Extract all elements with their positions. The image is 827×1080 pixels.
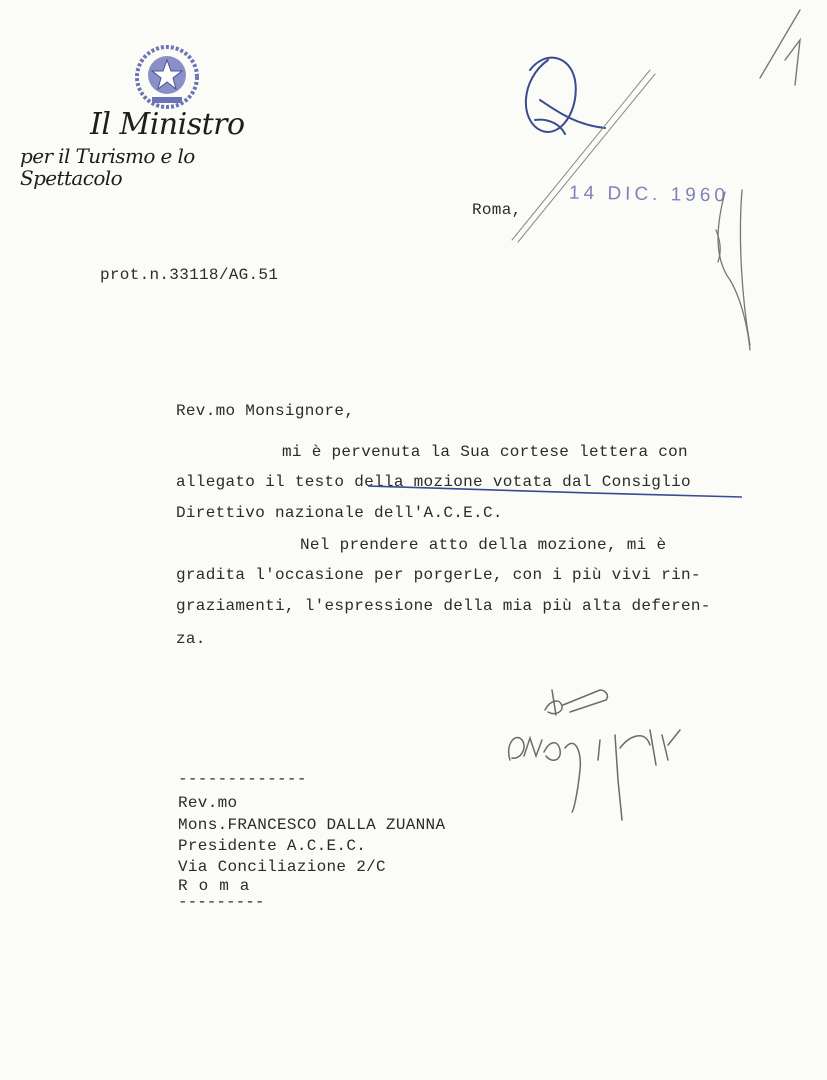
ministry-letterhead (20, 108, 300, 189)
protocol-number: prot.n.33118/AG.51 (100, 266, 279, 284)
date-stamp: 14 DIC. 1960 (568, 182, 730, 207)
letter-line: mi è pervenuta la Sua cortese lettera con (282, 443, 688, 461)
address-city-underline: --------- (178, 893, 265, 911)
address-line: Via Conciliazione 2/C (178, 858, 386, 876)
handwritten-initial-mark (526, 58, 605, 134)
address-line: Presidente A.C.E.C. (178, 837, 367, 855)
pencil-strike (512, 70, 655, 242)
salutation: Rev.mo Monsignore, (176, 402, 355, 420)
address-city: Roma (178, 877, 261, 895)
letter-line: Direttivo nazionale dell'A.C.E.C. (176, 504, 503, 522)
place-label: Roma, (472, 201, 522, 219)
handwritten-signature (509, 690, 680, 820)
address-line: Mons.FRANCESCO DALLA ZUANNA (178, 816, 446, 834)
letter-line: Nel prendere atto della mozione, mi è (300, 536, 667, 554)
pencil-margin-bracket (716, 190, 750, 350)
address-separator: ------------- (178, 770, 307, 788)
letterhead-title: Il Ministro (90, 107, 245, 142)
italian-republic-emblem-icon (132, 42, 202, 112)
pencil-corner-mark (760, 10, 800, 85)
letter-line: za. (176, 630, 206, 648)
letter-line: graziamenti, l'espressione della mia più alta deferen- (176, 597, 711, 615)
address-line: Rev.mo (178, 794, 238, 812)
letter-line: gradita l'occasione per porgerLe, con i più vivi rin- (176, 566, 701, 584)
letter-line: allegato il testo della mozione votata dal Consiglio (176, 473, 691, 491)
letterhead-subtitle: per il Turismo e lo Spettacolo (20, 144, 195, 190)
